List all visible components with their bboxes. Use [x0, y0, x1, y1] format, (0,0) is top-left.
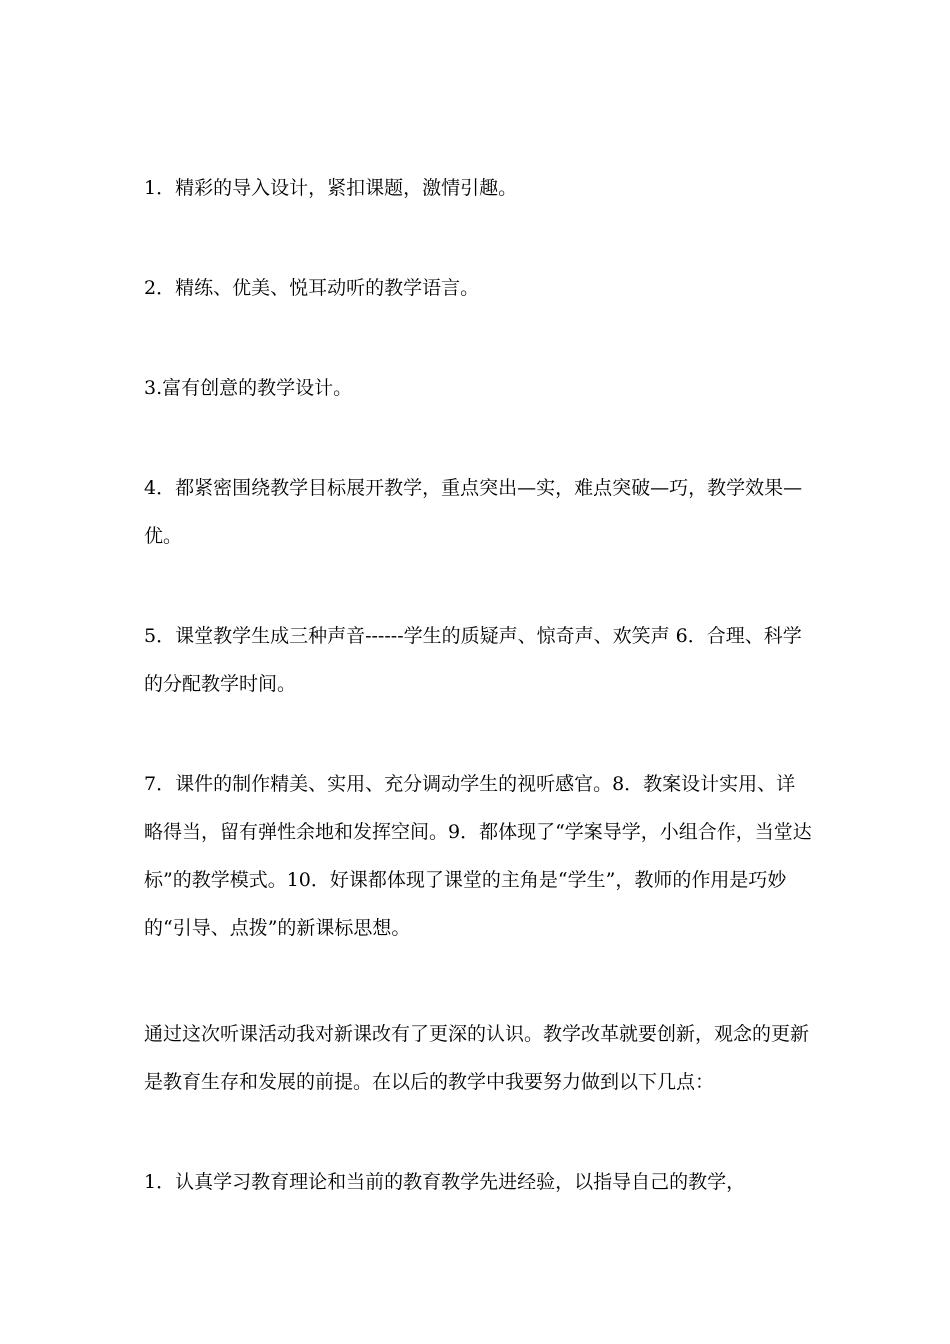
paragraph-7: 通过这次听课活动我对新课改有了更深的认识。教学改革就要创新，观念的更新是教育生存和发展的前提。在以后的教学中我要努力做到以下几点： — [144, 1023, 810, 1093]
paragraph-5: 5．课堂教学生成三种声音------学生的质疑声、惊奇声、欢笑声 6．合理、科学的分配教学时间。 — [144, 625, 802, 695]
paragraph-1: 1．精彩的导入设计，紧扣课题，激情引趣。 — [144, 177, 518, 199]
paragraph-6: 7．课件的制作精美、实用、充分调动学生的视听感官。8．教案设计实用、详略得当，留有弹性余地和发挥空间。9．都体现了“学案导学，小组合作，当堂达标”的教学模式。10．好课都体现了课堂的主角是“学生”，教师的作用是巧妙的“引导、点拨”的新课标思想。 — [144, 773, 812, 939]
paragraph-3: 3.富有创意的教学设计。 — [144, 377, 353, 399]
paragraph-2: 2．精练、优美、悦耳动听的教学语言。 — [144, 277, 480, 299]
paragraph-4: 4．都紧密围绕教学目标展开教学，重点突出—实，难点突破—巧，教学效果—优。 — [144, 477, 803, 547]
paragraph-8: 1．认真学习教育理论和当前的教育教学先进经验，以指导自己的教学， — [144, 1171, 746, 1193]
